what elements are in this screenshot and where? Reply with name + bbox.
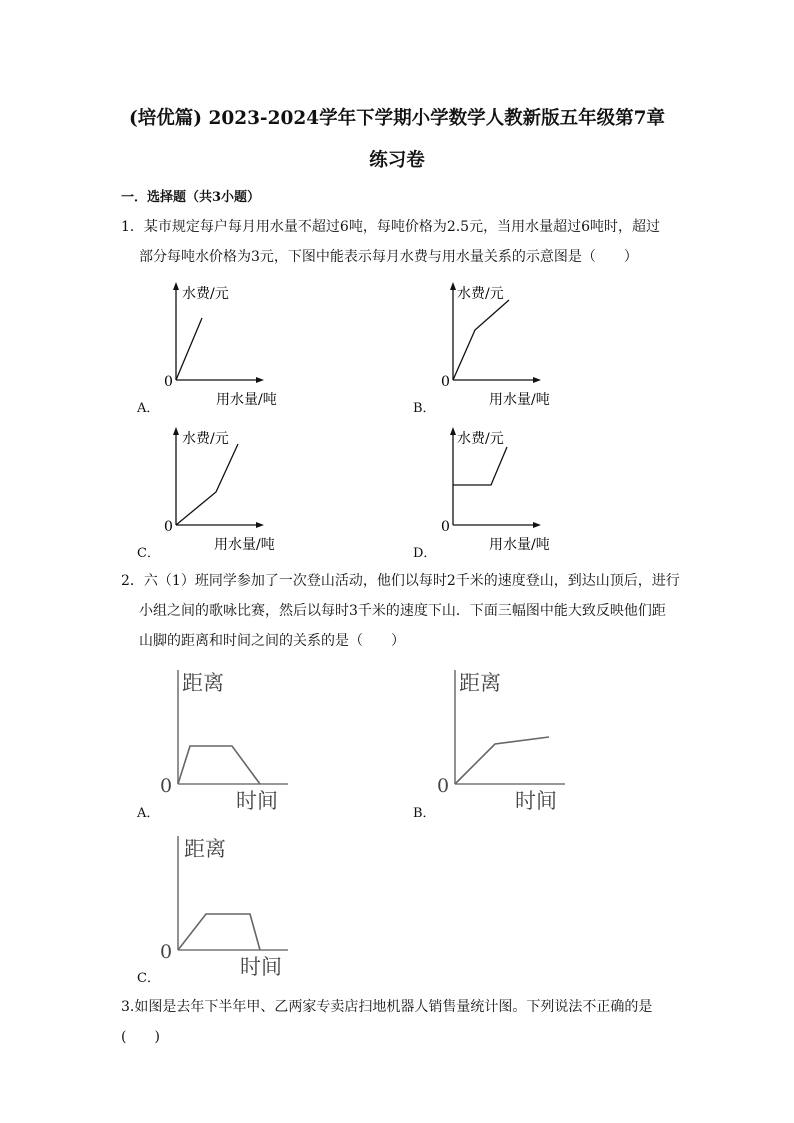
- origin-label: 0: [441, 374, 450, 390]
- question-3-line1: 3.如图是去年下半年甲、乙两家专卖店扫地机器人销售量统计图。下列说法不正确的是( ): [121, 999, 653, 1045]
- y-axis-label: 水费/元: [182, 431, 229, 447]
- q2-option-b-label[interactable]: B．: [413, 806, 436, 821]
- q2-graph-a: [160, 666, 300, 816]
- origin-label: 0: [160, 941, 173, 963]
- graph-line: [453, 447, 507, 485]
- graph-line: [178, 746, 260, 784]
- q1-graph-c: [160, 425, 290, 555]
- y-axis-label: 水费/元: [457, 431, 504, 447]
- question-2-line1: 2．六（1）班同学参加了一次登山活动，他们以每时2千米的速度登山，到达山顶后，进行: [121, 573, 680, 589]
- x-axis-label: 用水量/吨: [489, 392, 550, 408]
- x-axis-label: 用水量/吨: [216, 392, 277, 408]
- section-header: 一．选择题（共3小题）: [121, 190, 261, 205]
- origin-label: 0: [441, 519, 450, 535]
- q1-option-a-label[interactable]: A．: [137, 401, 160, 416]
- x-axis-label: 用水量/吨: [214, 537, 275, 553]
- y-axis-arrow: [173, 282, 179, 290]
- origin-label: 0: [164, 519, 173, 535]
- y-axis-label: 水费/元: [182, 286, 229, 302]
- q1-option-b-label[interactable]: B．: [413, 401, 436, 416]
- q2-option-c-label[interactable]: C．: [137, 971, 160, 986]
- x-axis-arrow: [256, 377, 264, 383]
- origin-label: 0: [160, 775, 173, 797]
- x-axis-label: 时间: [515, 789, 557, 813]
- y-axis-label: 距离: [459, 671, 501, 695]
- y-axis-arrow: [450, 427, 456, 435]
- question-3: [121, 992, 681, 1052]
- question-2: [121, 566, 681, 656]
- x-axis-label: 时间: [236, 789, 278, 813]
- page-title-line2: 练习卷: [369, 150, 425, 171]
- question-1: [121, 212, 681, 272]
- q1-option-c-label[interactable]: C．: [137, 546, 160, 561]
- q2-option-a-label[interactable]: A．: [137, 806, 160, 821]
- graph-line: [455, 737, 549, 784]
- x-axis-arrow: [533, 522, 541, 528]
- x-axis-label: 用水量/吨: [489, 537, 550, 553]
- x-axis-arrow: [533, 377, 541, 383]
- q2-graph-b: [437, 666, 577, 816]
- question-2-line3: 山脚的距离和时间之间的关系的是（ ）: [139, 633, 405, 649]
- graph-line: [453, 300, 509, 380]
- q2-graph-c: [160, 832, 300, 982]
- graph-line: [178, 914, 260, 950]
- y-axis-label: 距离: [182, 671, 224, 695]
- x-axis-arrow: [256, 522, 264, 528]
- q1-option-d-label[interactable]: D．: [413, 546, 437, 561]
- q1-graph-b: [437, 280, 567, 410]
- origin-label: 0: [437, 775, 450, 797]
- y-axis-arrow: [173, 427, 179, 435]
- question-1-line1: 1．某市规定每户每月用水量不超过6吨，每吨价格为2.5元，当用水量超过6吨时，超过: [121, 219, 660, 235]
- question-2-line2: 小组之间的歌咏比赛，然后以每时3千米的速度下山．下面三幅图中能大致反映他们距: [139, 603, 666, 619]
- y-axis-arrow: [450, 282, 456, 290]
- graph-line: [176, 444, 238, 525]
- y-axis-label: 距离: [184, 837, 226, 861]
- origin-label: 0: [164, 374, 173, 390]
- question-1-line2: 部分每吨水价格为3元，下图中能表示每月水费与用水量关系的示意图是（ ）: [139, 249, 638, 265]
- x-axis-label: 时间: [240, 955, 282, 979]
- q1-graph-d: [437, 425, 567, 555]
- page-title-line1: (培优篇) 2023-2024学年下学期小学数学人教新版五年级第7章: [129, 108, 665, 129]
- q1-graph-a: [160, 280, 290, 410]
- graph-line: [176, 318, 202, 380]
- y-axis-label: 水费/元: [457, 286, 504, 302]
